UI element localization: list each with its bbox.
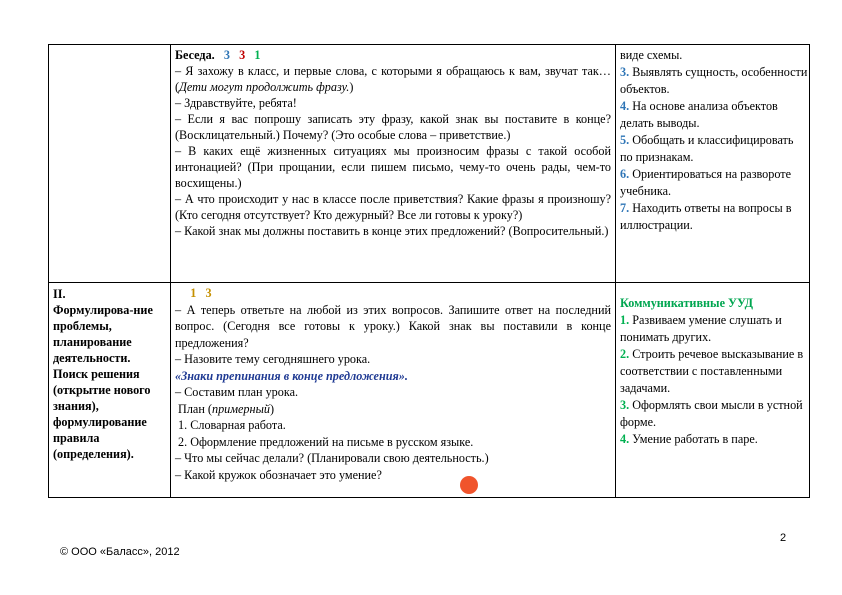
uud-heading: Коммуникативные УУД <box>620 296 754 310</box>
uud-item: 4. Умение работать в паре. <box>620 432 758 446</box>
talk-line: – Здравствуйте, ребята! <box>175 96 297 110</box>
talk-line: – Какой знак мы должны поставить в конце этих предложений? (Вопросительный.) <box>175 224 609 238</box>
column-divider <box>170 45 171 497</box>
talk-heading: Беседа. 3 3 1 <box>175 48 261 62</box>
plan-item: 1. Словарная работа. <box>178 418 286 432</box>
lesson-topic: «Знаки препинания в конце предложения». <box>175 368 408 383</box>
task-line: – А теперь ответьте на любой из этих вопросов. Запишите ответ на последний вопрос. (Сегодня все готовы к уроку.) Какой знак вы поставили в конце предложения? <box>175 302 611 350</box>
talk-line: – Если я вас попрошу записать эту фразу, какой знак вы поставите в конце? (Восклицательный.) Почему? (Это особые слова – приветствие.) <box>175 112 611 142</box>
plan-item: 2. Оформление предложений на письме в русском языке. <box>178 434 474 449</box>
task-line: – Составим план урока. <box>175 385 299 399</box>
row1-middle-cell <box>175 47 611 239</box>
column-divider <box>615 45 616 497</box>
uud-item: 7. Находить ответы на вопросы в иллюстрации. <box>620 201 792 232</box>
uud-intro: виде схемы. <box>620 48 683 62</box>
uud-item: 4. На основе анализа объектов делать выводы. <box>620 99 778 130</box>
uud-item: 5. Обобщать и классифицировать по признакам. <box>620 133 794 164</box>
plan-heading: План (примерный) <box>178 401 274 416</box>
row-divider <box>49 282 809 283</box>
talk-line: – Я захожу в класс, и первые слова, с которыми я обращаюсь к вам, звучат так… (Дети могут продолжить фразу.) <box>175 64 611 94</box>
uud-item: 3. Выявлять сущность, особенности объектов. <box>620 65 808 96</box>
uud-item: 6. Ориентироваться на развороте учебника. <box>620 167 792 198</box>
task-line: – Какой кружок обозначает это умение? <box>175 467 382 482</box>
row1-right-cell <box>620 47 808 234</box>
talk-line: – В каких ещё жизненных ситуациях мы произносим фразы с такой особой интонацией? (При прощании, если пишем письмо, чему-то очень рады, чем-то восхищены.) <box>175 144 611 190</box>
talk-line: – А что происходит у нас в классе после приветствия? Какие фразы я произношу? (Кто сегодня отсутствует? Кто дежурный? Все ли готовы к уроку?) <box>175 192 611 222</box>
uud-item: 2. Строить речевое высказывание в соответствии с поставленными задачами. <box>620 347 804 395</box>
uud-item: 1. Развиваем умение слушать и понимать других. <box>620 313 782 344</box>
page-number: 2 <box>780 532 787 544</box>
circle-numbers: 1 3 <box>190 286 212 300</box>
red-circle-marker <box>460 476 478 494</box>
stage-cell <box>53 286 167 462</box>
task-line: – Назовите тему сегодняшнего урока. <box>175 352 371 366</box>
stage-title: Формулирова-ние проблемы, планирование деятельности. Поиск решения (открытие нового знания), формулирование правила (определения). <box>53 303 153 461</box>
row2-right-cell <box>620 295 808 448</box>
lesson-table <box>48 44 810 498</box>
uud-item: 3. Оформлять свои мысли в устной форме. <box>620 398 803 429</box>
stage-number: II. <box>53 287 66 301</box>
copyright-footer: © ООО «Баласс», 2012 <box>60 546 180 558</box>
task-line: – Что мы сейчас делали? (Планировали свою деятельность.) <box>175 451 489 465</box>
row2-middle-cell <box>175 285 611 483</box>
